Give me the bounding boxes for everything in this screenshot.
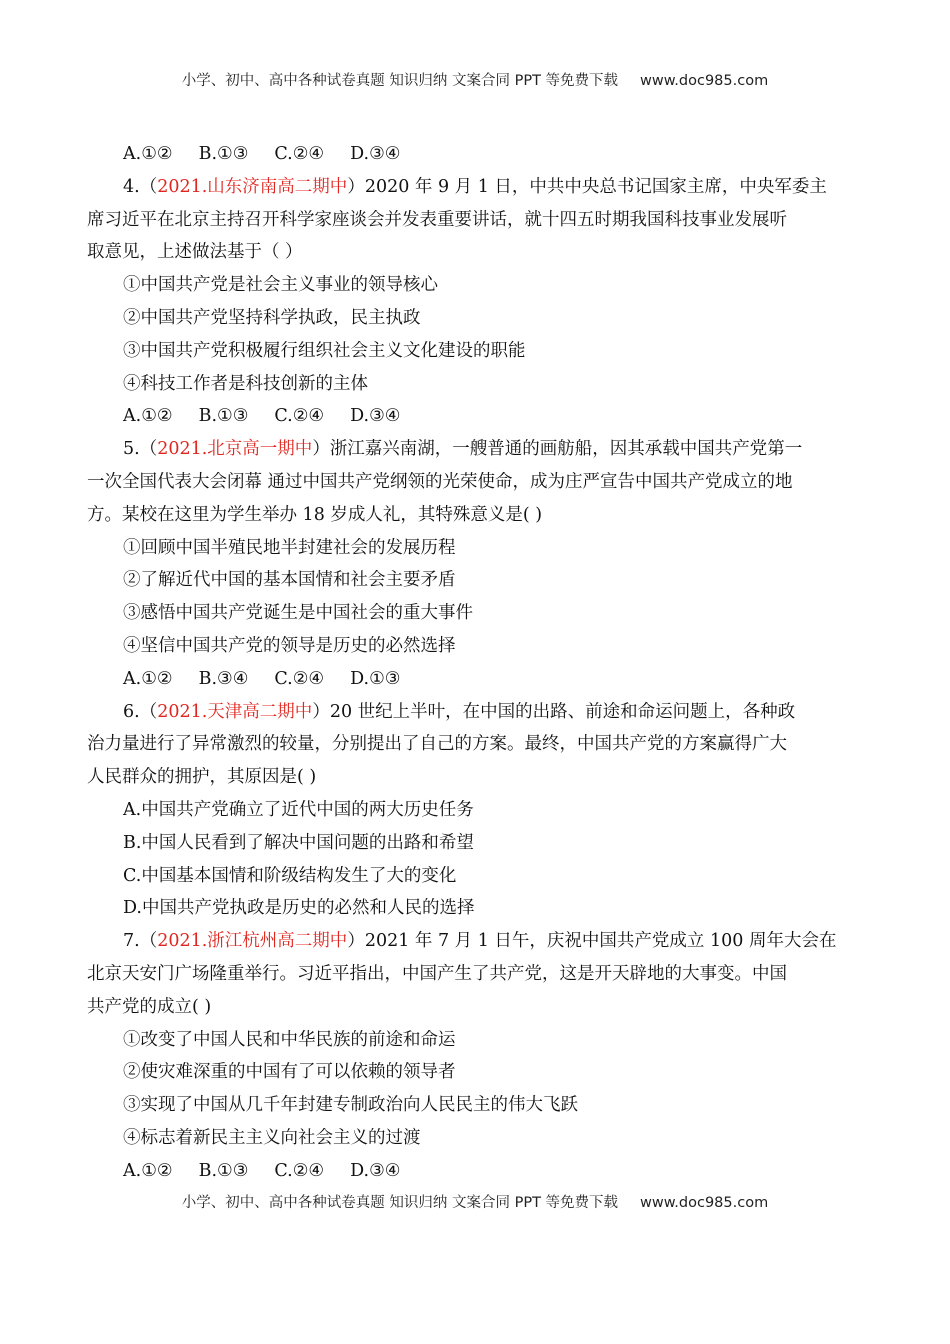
document-body — [87, 138, 867, 1188]
option: A.①② — [123, 144, 173, 164]
question-source: 2021.北京高一期中 — [157, 439, 313, 460]
q7-options — [87, 1155, 867, 1188]
question-number: 6.（ — [123, 701, 158, 722]
statement: ③感悟中国共产党诞生是中国社会的重大事件 — [123, 603, 473, 624]
stem-text: 20 世纪上半叶，在中国的出路、前途和命运问题上，各种政 — [329, 701, 796, 722]
option: D.③④ — [350, 1160, 401, 1181]
stem-text: 一次全国代表大会闭幕 通过中国共产党纲领的光荣使命，成为庄严宣告中国共产党成立的地 — [87, 471, 793, 492]
footer-text: 小学、初中、高中各种试卷真题 知识归纳 文案合同 PPT 等免费下载 — [181, 1195, 619, 1211]
option: B.①③ — [198, 144, 249, 164]
stem-text: 2021 年 7 月 1 日午，庆祝中国共产党成立 100 周年大会在 — [364, 931, 837, 952]
stem-text: 浙江嘉兴南湖，一艘普通的画舫船，因其承载中国共产党第一 — [329, 439, 803, 460]
paren: ） — [312, 439, 330, 460]
footer-url[interactable]: www.doc985.com — [640, 1195, 769, 1211]
question-source: 2021.浙江杭州高二期中 — [157, 931, 348, 952]
option: C.②④ — [274, 406, 325, 427]
option: D.①③ — [350, 668, 401, 689]
option: B.③④ — [198, 668, 249, 689]
paren: ） — [347, 176, 365, 197]
statement: ③实现了中国从几千年封建专制政治向人民民主的伟大飞跃 — [123, 1095, 578, 1116]
q6-stem-line — [87, 696, 867, 729]
stem-text: 取意见，上述做法基于（ ） — [87, 242, 303, 263]
question-number: 4.（ — [123, 176, 158, 197]
statement: ④坚信中国共产党的领导是历史的必然选择 — [123, 635, 456, 656]
paren: ） — [312, 701, 330, 722]
statement: ④科技工作者是科技创新的主体 — [123, 373, 368, 394]
question-number: 5.（ — [123, 439, 158, 460]
option: A.①② — [123, 1160, 173, 1181]
option: B.①③ — [198, 1160, 249, 1181]
q4-options — [87, 400, 867, 433]
q7-stem-line — [87, 925, 867, 958]
stem-text: 治力量进行了异常激烈的较量，分别提出了自己的方案。最终，中国共产党的方案赢得广大 — [87, 734, 787, 755]
option: C.②④ — [274, 144, 325, 164]
stem-text: 2020 年 9 月 1 日，中共中央总书记国家主席，中央军委主 — [364, 176, 827, 197]
statement: ④标志着新民主主义向社会主义的过渡 — [123, 1127, 421, 1148]
option: B.①③ — [198, 406, 249, 427]
statement: ③中国共产党积极履行组织社会主义文化建设的职能 — [123, 340, 526, 361]
q5-options — [87, 663, 867, 696]
stem-text: 共产党的成立( ) — [87, 996, 212, 1017]
q3-options — [87, 138, 867, 171]
q5-stem-line — [87, 433, 867, 466]
choice: C.中国基本国情和阶级结构发生了大的变化 — [123, 865, 457, 886]
statement: ①回顾中国半殖民地半封建社会的发展历程 — [123, 537, 456, 558]
statement: ②使灾难深重的中国有了可以依赖的领导者 — [123, 1062, 456, 1083]
option: C.②④ — [274, 668, 325, 689]
q4-stem-line — [87, 171, 867, 204]
stem-text: 北京天安门广场隆重举行。习近平指出，中国产生了共产党，这是开天辟地的大事变。中国 — [87, 963, 787, 984]
stem-text: 方。某校在这里为学生举办 18 岁成人礼，其特殊意义是( ) — [87, 504, 543, 525]
option: D.③④ — [350, 144, 401, 164]
statement: ②中国共产党坚持科学执政，民主执政 — [123, 307, 421, 328]
question-number: 7.（ — [123, 931, 158, 952]
option: A.①② — [123, 668, 173, 689]
statement: ①改变了中国人民和中华民族的前途和命运 — [123, 1029, 456, 1050]
option: A.①② — [123, 406, 173, 427]
question-source: 2021.山东济南高二期中 — [157, 176, 348, 197]
paren: ） — [347, 931, 365, 952]
statement: ②了解近代中国的基本国情和社会主要矛盾 — [123, 570, 456, 591]
option: D.③④ — [350, 406, 401, 427]
header-url[interactable]: www.doc985.com — [640, 73, 769, 89]
page-header — [0, 69, 950, 90]
header-text: 小学、初中、高中各种试卷真题 知识归纳 文案合同 PPT 等免费下载 — [181, 73, 619, 89]
choice: B.中国人民看到了解决中国问题的出路和希望 — [123, 832, 474, 853]
choice: A.中国共产党确立了近代中国的两大历史任务 — [123, 799, 474, 820]
stem-text: 席习近平在北京主持召开科学家座谈会并发表重要讲话，就十四五时期我国科技事业发展听 — [87, 209, 787, 230]
page-footer — [0, 1191, 950, 1212]
statement: ①中国共产党是社会主义事业的领导核心 — [123, 275, 438, 296]
choice: D.中国共产党执政是历史的必然和人民的选择 — [123, 898, 475, 919]
option: C.②④ — [274, 1160, 325, 1181]
question-source: 2021.天津高二期中 — [157, 701, 313, 722]
stem-text: 人民群众的拥护，其原因是( ) — [87, 767, 317, 788]
